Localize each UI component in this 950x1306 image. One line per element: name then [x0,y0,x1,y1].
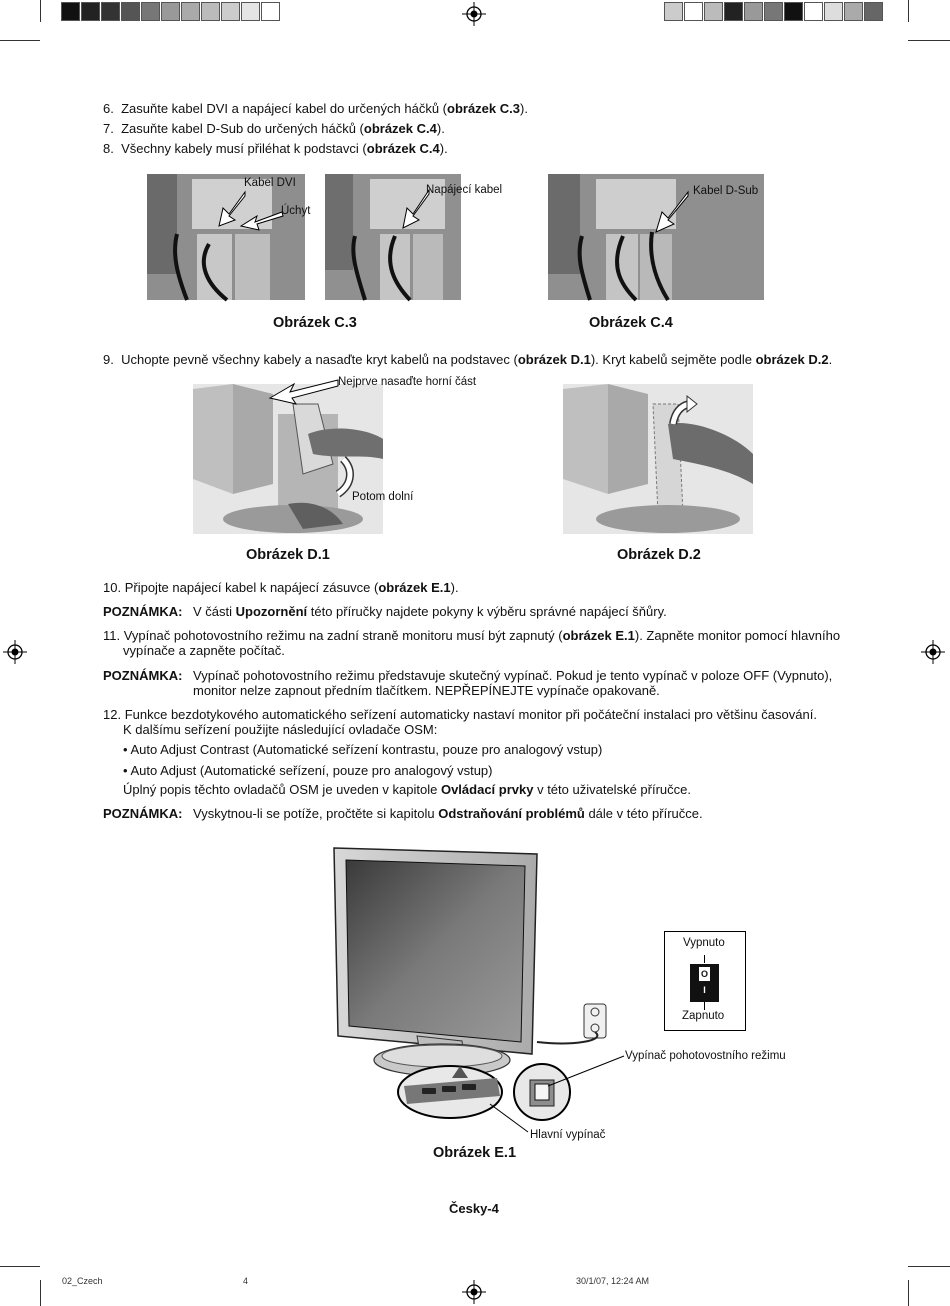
list-item-12-line3: Úplný popis těchto ovladačů OSM je uveden v kapitole Ovládací prvky v této uživatelské příručce. [123,782,691,797]
list-item-11-cont: vypínače a zapněte počítač. [123,643,285,658]
switch-tick-top [704,955,705,963]
color-bar-right [664,2,886,21]
note-text-2-line1: Vypínač pohotovostního režimu představuje skutečný vypínač. Pokud je tento vypínač v poloze OFF (Vypnuto), [193,668,833,683]
crop-mark [908,1280,909,1306]
note-label-1: POZNÁMKA: [103,604,183,619]
note-text-3: Vyskytnou-li se potíže, pročtěte si kapitolu Odstraňování problémů dále v této příručce. [193,806,703,821]
switch-on-glyph: I [703,985,706,995]
label-napajeci-kabel: Napájecí kabel [426,184,503,196]
label-uchyt: Úchyt [281,205,311,217]
label-vypnuto: Vypnuto [683,937,725,949]
leader-line-main [490,1104,530,1134]
list-item-12: 12. Funkce bezdotykového automatického seřízení automaticky nastaví monitor při počáteční instalaci pro většinu časování. [103,707,817,722]
crop-mark [908,1266,950,1267]
monitor-illustration [332,846,632,1136]
slug-file: 02_Czech [62,1276,103,1286]
label-kabel-dvi: Kabel DVI [244,177,296,189]
caption-d1: Obrázek D.1 [246,547,330,563]
rocker-switch-icon [690,964,719,1002]
label-standby-switch: Vypínač pohotovostního režimu [625,1050,786,1062]
list-item-12-bullet1: • Auto Adjust Contrast (Automatické seřízení kontrastu, pouze pro analogový vstup) [123,742,603,757]
crop-mark [908,40,950,41]
registration-mark-icon [921,640,945,664]
label-zapnuto: Zapnuto [682,1010,725,1022]
label-potom-dolni: Potom dolní [352,491,414,503]
crop-mark [40,0,41,22]
list-item-8: 8. Všechny kabely musí přiléhat k podstavci (obrázek C.4). [103,141,448,156]
registration-mark-icon [3,640,27,664]
leader-line-standby [548,1050,628,1090]
figure-d2-photo [563,384,753,534]
label-kabel-dsub: Kabel D-Sub [693,185,759,197]
list-item-6: 6. Zasuňte kabel DVI a napájecí kabel do určených háčků (obrázek C.3). [103,101,528,116]
list-item-10: 10. Připojte napájecí kabel k napájecí zásuvce (obrázek E.1). [103,580,459,595]
figure-c3-photo-dvi [147,174,305,300]
crop-mark [0,1266,40,1267]
list-item-11: 11. Vypínač pohotovostního režimu na zadní straně monitoru musí být zapnutý (obrázek E.1). Zapněte monitor pomocí hlavního [103,628,841,643]
list-item-12-bullet2: • Auto Adjust (Automatické seřízení, pouze pro analogový vstup) [123,763,493,778]
note-label-3: POZNÁMKA: [103,806,183,821]
crop-mark [908,0,909,22]
page-number: Česky-4 [449,1201,499,1216]
slug-date: 30/1/07, 12:24 AM [576,1276,650,1286]
registration-mark-icon [462,2,486,26]
caption-c3: Obrázek C.3 [273,315,357,331]
caption-c4: Obrázek C.4 [589,315,673,331]
list-item-7: 7. Zasuňte kabel D-Sub do určených háčků (obrázek C.4). [103,121,445,136]
caption-d2: Obrázek D.2 [617,547,701,563]
caption-e1: Obrázek E.1 [433,1145,517,1161]
note-text-2-line2: monitor nelze zapnout předním tlačítkem. NEPŘEPÍNEJTE vypínače opakovaně. [193,683,660,698]
list-item-12-line2: K dalšímu seřízení použijte následující ovladače OSM: [123,722,438,737]
switch-off-glyph: O [700,969,708,979]
crop-mark [0,40,40,41]
figure-d1-arrow [270,378,340,408]
color-bar-left [61,2,283,21]
note-label-2: POZNÁMKA: [103,668,183,683]
note-text-1: V části Upozornění této příručky najdete pokyny k výběru správné napájecí šňůry. [193,604,667,619]
label-nejprve-horni: Nejprve nasaďte horní část [338,376,477,388]
crop-mark [40,1280,41,1306]
list-item-9: 9. Uchopte pevně všechny kabely a nasaďte kryt kabelů na podstavec (obrázek D.1). Kryt kabelů sejměte podle obrázek D.2. [103,352,833,367]
switch-tick-bottom [704,1002,705,1010]
registration-mark-icon [462,1280,486,1304]
label-main-switch: Hlavní vypínač [530,1129,606,1141]
slug-page: 4 [243,1276,249,1286]
